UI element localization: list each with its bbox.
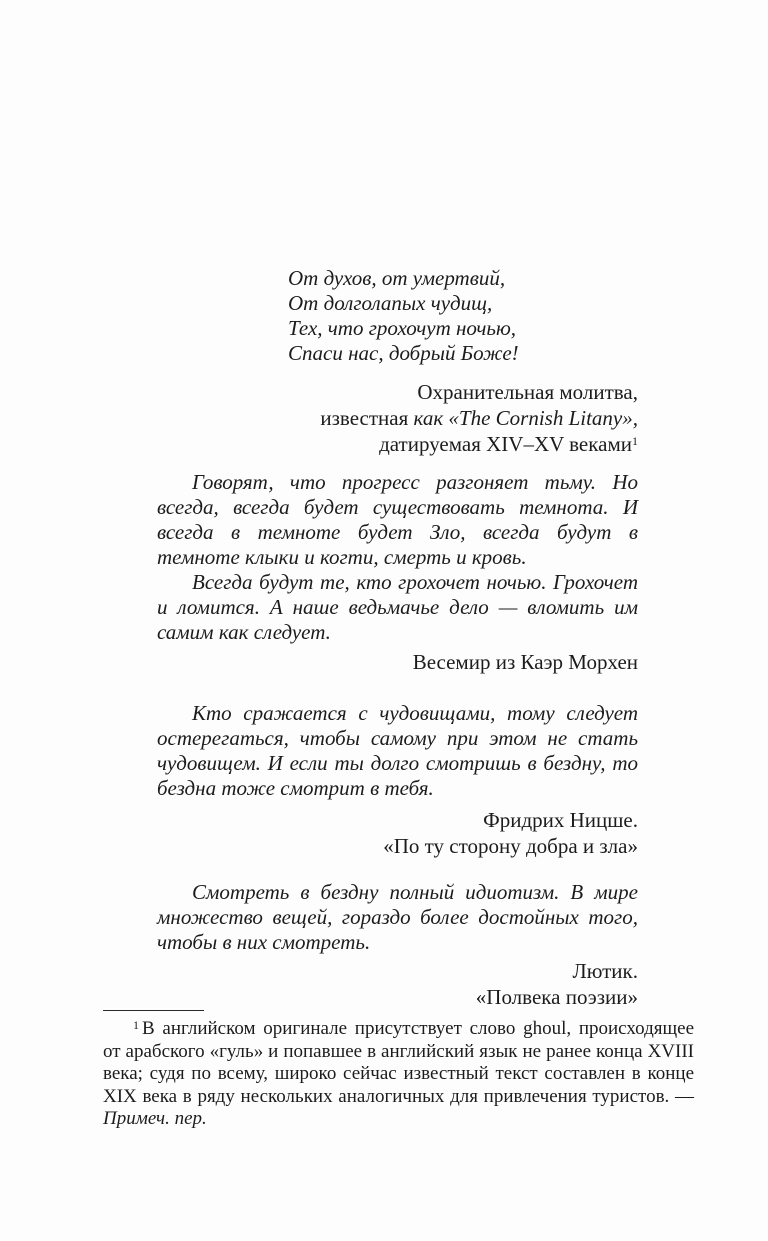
poem-line: Тех, что грохочут ночью,: [288, 316, 517, 340]
attribution-line: Охранительная молитва,: [417, 380, 638, 404]
footnote-translator-note: Примеч. пер.: [103, 1108, 207, 1130]
footnote-separator-rule: [103, 1010, 204, 1011]
attribution-italic-part: как «The Cornish Litany»,: [413, 406, 638, 430]
epigraph-vesemir-quote: [157, 470, 638, 645]
epigraph-nietzsche-quote: [157, 701, 638, 801]
poem-attribution: [157, 379, 638, 457]
epigraph-column: [157, 0, 638, 1010]
attribution-line: Фридрих Ницше.: [483, 808, 638, 832]
attribution-text: датируемая XIV–XV веками: [379, 432, 632, 456]
epigraph-poem: [288, 266, 638, 366]
dandelion-attribution: [157, 958, 638, 1010]
poem-line: От духов, от умертвий,: [288, 266, 506, 290]
poem-line: От долголапых чудищ,: [288, 291, 493, 315]
attribution-line: [157, 405, 638, 431]
quote-paragraph: Кто сражается с чудовищами, тому следует остерегаться, чтобы самому при этом не стать чудовищем. И если ты долго смотришь в бездну, то бездна тоже смотрит в тебя.: [157, 701, 638, 800]
footnote-block: [103, 1010, 694, 1131]
footnote-text: [103, 1018, 694, 1131]
quote-paragraph: Всегда будут те, кто грохочет ночью. Грохочет и ломится. А наше ведьмачье дело — вломить им самим как следует.: [157, 570, 638, 644]
footnote-body: В английском оригинале присутствует слово ghoul, происходящее от арабского «гуль» и попавшее в английский язык не ранее конца XVIII века; судя по всему, широко сейчас известный текст составлен в конце XIX века в ряду нескольких аналогичных для привлечения туристов. —: [103, 1018, 694, 1107]
quote-paragraph: Говорят, что прогресс разгоняет тьму. Но всегда, всегда будет существовать темнота. И всегда в темноте будет Зло, всегда будут в темноте клыки и когти, смерть и кровь.: [157, 470, 638, 569]
footnote-marker: 1: [133, 1018, 139, 1032]
poem-line: Спаси нас, добрый Боже!: [288, 341, 519, 365]
epigraph-dandelion-quote: [157, 880, 638, 955]
attribution-line: Лютик.: [572, 959, 638, 983]
attribution-line: Весемир из Каэр Морхен: [412, 650, 638, 674]
nietzsche-attribution: [157, 807, 638, 859]
attribution-line: «По ту сторону добра и зла»: [383, 834, 638, 858]
attribution-roman-part: известная: [320, 406, 414, 430]
quote-paragraph: Смотреть в бездну полный идиотизм. В мире множество вещей, гораздо более достойных того, чтобы в них смотреть.: [157, 880, 638, 954]
vesemir-attribution: [157, 649, 638, 675]
footnote-reference-mark: 1: [632, 434, 638, 448]
attribution-line: [157, 431, 638, 457]
attribution-line: «Полвека поэзии»: [475, 985, 638, 1009]
